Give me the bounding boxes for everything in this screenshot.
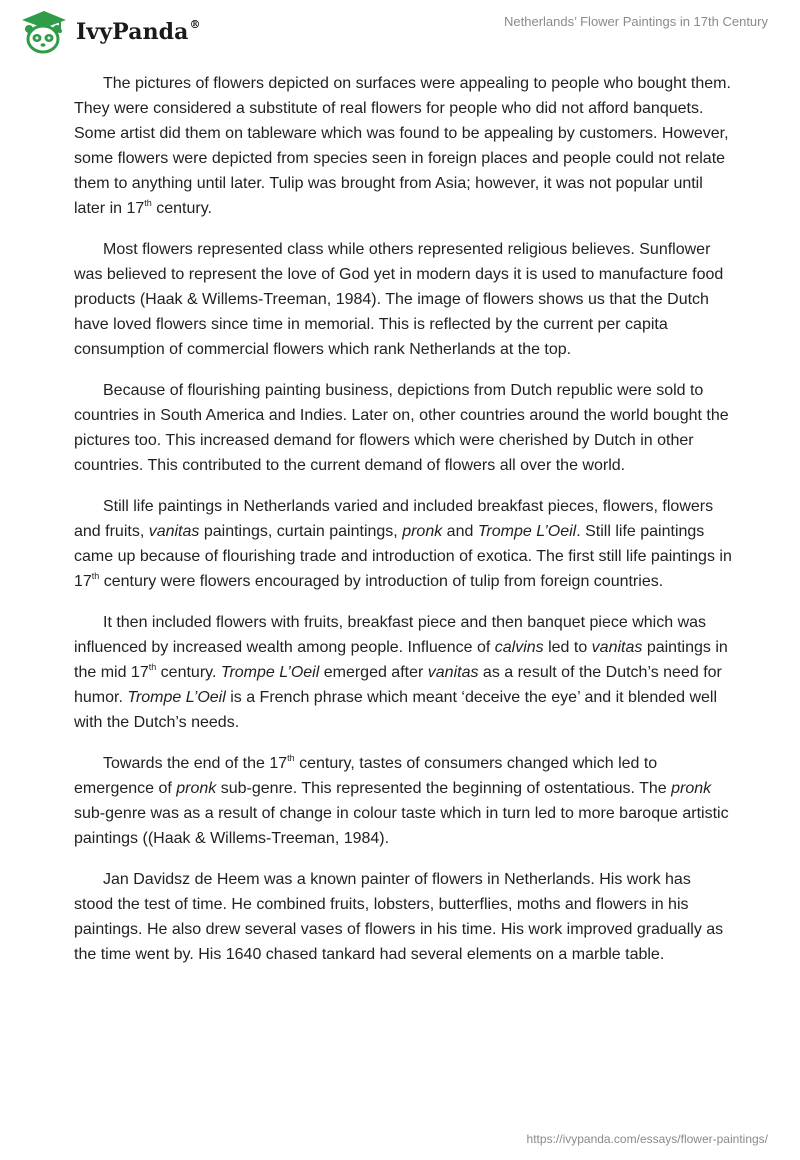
text-run: paintings in the mid 17 (74, 639, 728, 681)
italic-term: Trompe L’Oeil (127, 689, 226, 706)
panda-logo-icon (16, 8, 68, 56)
italic-term: vanitas (591, 639, 643, 656)
superscript: th (91, 570, 100, 581)
text-run: sub-genre was as a result of change in colour taste which in turn led to more baroque artistic paintings ((Haak & Willems-Treeman, 1984). (74, 805, 729, 847)
text-run: as a result of the Dutch’s need for humor. (74, 664, 722, 706)
source-url[interactable]: https://ivypanda.com/essays/flower-paintings/ (526, 1132, 768, 1146)
text-run: emerged after (319, 664, 428, 681)
italic-term: Trompe L’Oeil (220, 664, 320, 681)
text-run: is a French phrase which meant ‘deceive the eye’ and it blended well with the Dutch’s needs. (74, 689, 718, 731)
text-run: Jan Davidsz de Heem was a known painter of flowers in Netherlands. His work has stood the test of time. He combined fruits, lobsters, butterflies, moths and flowers in his paintings. He also drew several vases of flowers in his time. His work improved gradually as the time went by. His 1640 chased tankard had several elements on a marble table. (74, 871, 724, 963)
italic-term: calvins (494, 639, 544, 656)
text-run: led to (543, 639, 592, 656)
text-run: Towards the end of the 17 (103, 755, 288, 772)
brand-logo[interactable] (16, 8, 201, 56)
body-paragraph (74, 610, 734, 735)
text-run: paintings, curtain paintings, (199, 523, 403, 540)
text-run: century. (151, 200, 212, 217)
body-paragraph (74, 237, 734, 362)
body-paragraph (74, 751, 734, 851)
body-paragraph (74, 867, 734, 967)
italic-term: pronk (671, 780, 712, 797)
superscript: th (287, 752, 295, 763)
text-run: century were flowers encouraged by introduction of tulip from foreign countries. (99, 573, 664, 590)
italic-term: vanitas (148, 523, 200, 540)
italic-term: vanitas (427, 664, 479, 681)
body-paragraph (74, 378, 734, 478)
italic-term: Trompe L’Oeil (477, 523, 577, 540)
text-run: Because of flourishing painting business, depictions from Dutch republic were sold to countries in South America and Indies. Later on, other countries around the world bought the pictures too. This increased demand for flowers which were cherished by Dutch in other countries. This contributed to the current demand of flowers all over the world. (74, 382, 729, 474)
superscript: th (148, 661, 157, 672)
body-paragraph (74, 494, 734, 594)
brand-name: IvyPanda® (76, 17, 201, 45)
text-run: . Still life paintings came up because of flourishing trade and introduction of exotica. The first still life paintings in 17 (74, 523, 732, 590)
italic-term: pronk (402, 523, 443, 540)
text-run: The pictures of flowers depicted on surfaces were appealing to people who bought them. They were considered a substitute of real flowers for people who did not afford banquets. Some artist did them on tableware which was found to be appealing by customers. However, some flowers were depicted from species seen in foreign places and people could not relate them to anything until later. Tulip was brought from Asia; however, it was not popular until later in 17 (74, 75, 731, 217)
italic-term: pronk (176, 780, 217, 797)
text-run: Most flowers represented class while others represented religious believes. Sunflower was believed to represent the love of God yet in modern days it is used to manufacture food products (Haak & Willems-Treeman, 1984). The image of flowers shows us that the Dutch have loved flowers since time in memorial. This is reflected by the current per capita consumption of commercial flowers which rank Netherlands at the top. (74, 241, 724, 358)
superscript: th (144, 197, 152, 208)
body-paragraph (74, 71, 734, 221)
text-run: Still life paintings in Netherlands varied and included breakfast pieces, flowers, flowers and fruits, (74, 498, 714, 540)
document-title: Netherlands’ Flower Paintings in 17th Century (504, 14, 768, 29)
text-run: century. (156, 664, 221, 681)
text-run: and (442, 523, 478, 540)
essay-body (74, 71, 734, 983)
text-run: sub-genre. This represented the beginning of ostentatious. The (216, 780, 672, 797)
page-header (0, 0, 800, 60)
text-run: century, tastes of consumers changed which led to emergence of (74, 755, 658, 797)
text-run: It then included flowers with fruits, breakfast piece and then banquet piece which was influenced by increased wealth among people. Influence of (74, 614, 707, 656)
